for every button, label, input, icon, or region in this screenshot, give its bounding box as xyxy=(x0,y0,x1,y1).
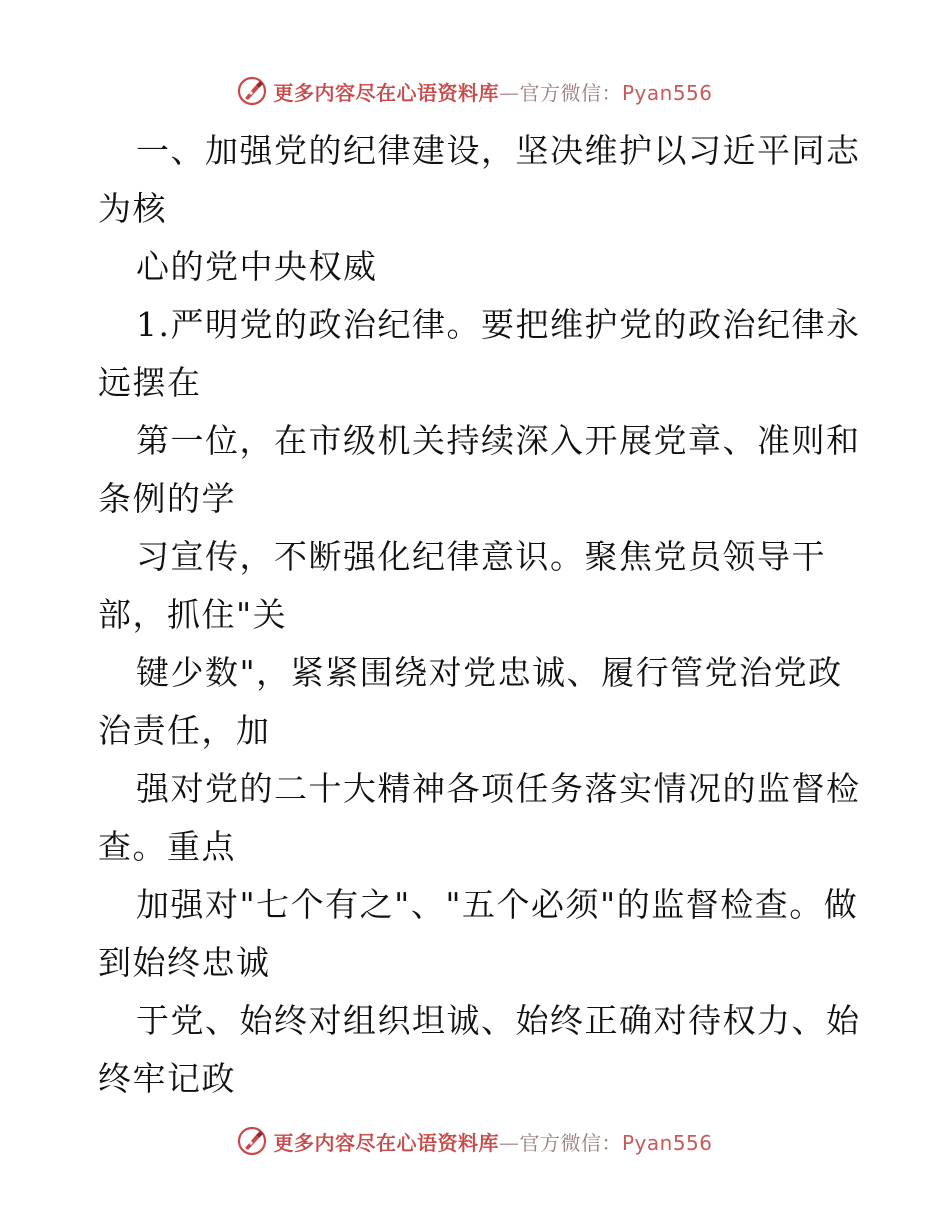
body-line: 到始终忠诚 xyxy=(98,943,271,982)
banner-wechat-id: Pyan556 xyxy=(621,1130,713,1155)
body-line: 条例的学 xyxy=(98,479,236,518)
body-line: 心的党中央权威 xyxy=(136,247,378,286)
pen-nib-logo-icon xyxy=(237,76,267,106)
banner-brand-text: 更多内容尽在心语资料库 xyxy=(273,1130,499,1155)
body-line: 为核 xyxy=(98,189,167,228)
pen-nib-logo-icon xyxy=(237,1126,267,1156)
body-line: 第一位，在市级机关持续深入开展党章、准则和 xyxy=(136,421,861,460)
body-line: 强对党的二十大精神各项任务落实情况的监督检 xyxy=(136,769,861,808)
banner-brand-text: 更多内容尽在心语资料库 xyxy=(273,80,499,105)
header-watermark-banner xyxy=(0,71,950,111)
banner-text xyxy=(273,77,712,106)
banner-text xyxy=(273,1127,712,1156)
banner-dash: — xyxy=(498,80,520,105)
document-body xyxy=(98,122,861,1108)
body-line: 加强对"七个有之"、"五个必须"的监督检查。做 xyxy=(136,885,859,924)
body-line: 习宣传，不断强化纪律意识。聚焦党员领导干 xyxy=(136,537,826,576)
body-line: 于党、始终对组织坦诚、始终正确对待权力、始 xyxy=(136,1001,861,1040)
banner-official-label: 官方微信： xyxy=(519,80,622,105)
banner-wechat-id: Pyan556 xyxy=(621,80,713,105)
banner-official-label: 官方微信： xyxy=(519,1130,622,1155)
body-line: 一、加强党的纪律建设，坚决维护以习近平同志 xyxy=(136,131,861,170)
banner-dash: — xyxy=(498,1130,520,1155)
body-line: 终牢记政 xyxy=(98,1059,236,1098)
body-line: 查。重点 xyxy=(98,827,236,866)
body-line: 键少数"，紧紧围绕对党忠诚、履行管党治党政 xyxy=(136,653,843,692)
body-line: 治责任，加 xyxy=(98,711,271,750)
body-line: 部，抓住"关 xyxy=(98,595,288,634)
footer-watermark-banner xyxy=(0,1121,950,1161)
body-line: 远摆在 xyxy=(98,363,202,402)
body-line: 1.严明党的政治纪律。要把维护党的政治纪律永 xyxy=(136,305,861,344)
